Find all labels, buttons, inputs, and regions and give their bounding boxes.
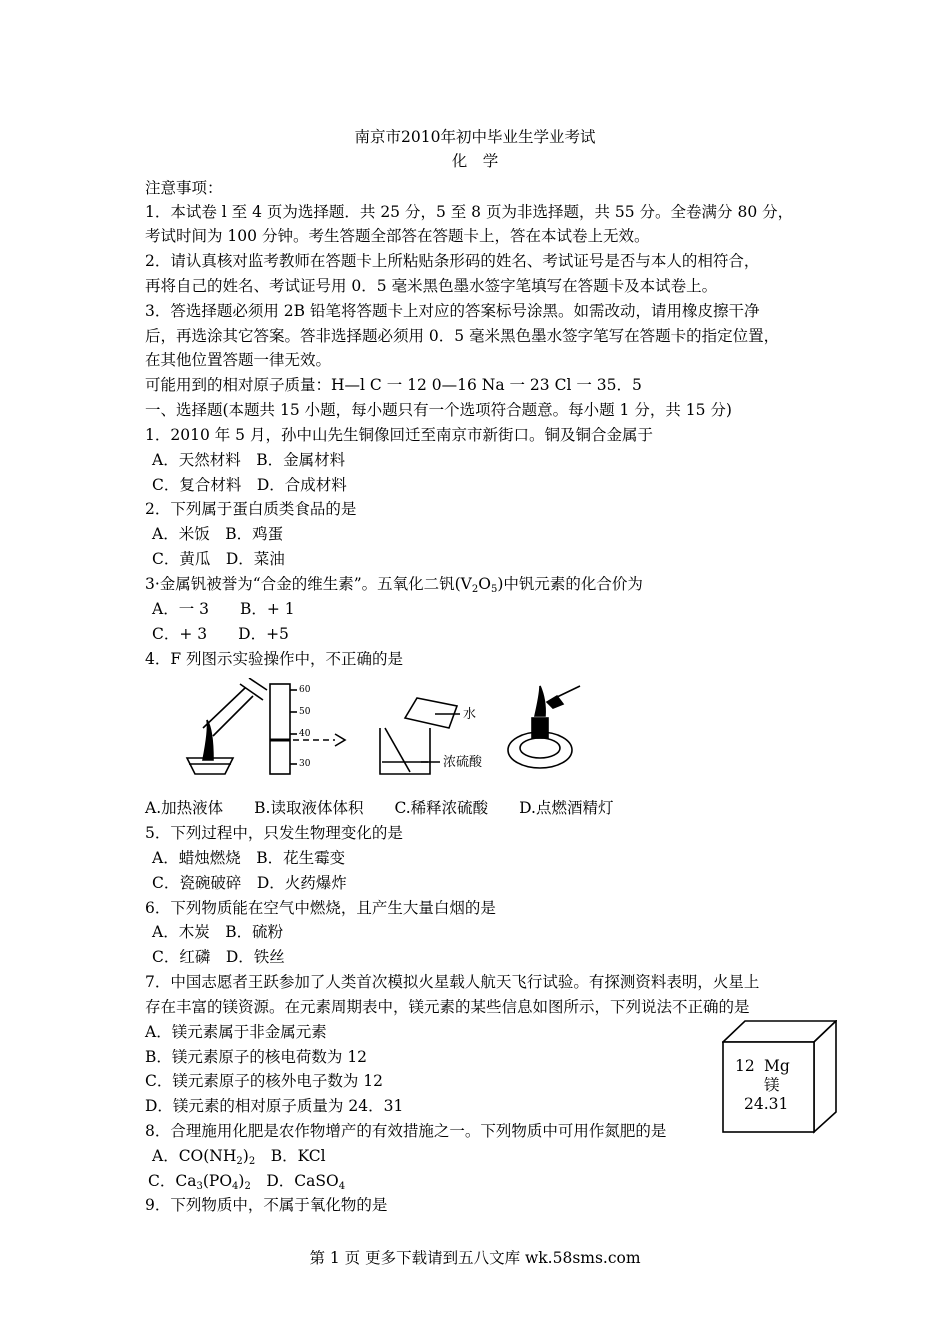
notice-line: 在其他位置答题一律无效。 bbox=[145, 351, 332, 369]
element-name: 镁 bbox=[764, 1076, 780, 1094]
q7-stem-line2: 存在丰富的镁资源。在元素周期表中，镁元素的某些信息如图所示，下列说法不正确的是 bbox=[145, 998, 750, 1016]
q6-options-ab: A．木炭 B．硫粉 bbox=[152, 923, 284, 941]
page-footer: 第 1 页 更多下载请到五八文库 wk.58sms.com bbox=[309, 1249, 641, 1267]
q2-options-cd: C．黄瓜 D．菜油 bbox=[152, 550, 285, 568]
q4-stem: 4．F 列图示实验操作中，不正确的是 bbox=[145, 650, 404, 668]
read-volume-figure bbox=[270, 684, 345, 774]
heating-liquid-figure bbox=[187, 678, 267, 774]
atomic-mass-line: 可能用到的相对原子质量：H—l C 一 12 0—16 Na 一 23 Cl 一 35．5 bbox=[145, 376, 642, 394]
exam-title: 南京市2010年初中毕业生学业考试 bbox=[354, 128, 596, 146]
q7-option-b: B．镁元素原子的核电荷数为 12 bbox=[145, 1048, 368, 1066]
q1-options-cd: C．复合材料 D．合成材料 bbox=[152, 476, 347, 494]
q9-stem: 9．下列物质中，不属于氧化物的是 bbox=[145, 1196, 388, 1214]
atomic-mass: 24.31 bbox=[744, 1095, 789, 1113]
atomic-number: 12 bbox=[735, 1057, 755, 1075]
q3-stem: 3·金属钒被誉为“合金的维生素”。五氧化二钒$(V_2O_5)$中钒元素的化合价为 bbox=[145, 575, 643, 595]
q6-stem: 6．下列物质能在空气中燃烧，且产生大量白烟的是 bbox=[145, 899, 496, 917]
element-tile-magnesium bbox=[722, 1020, 837, 1135]
q5-stem: 5．下列过程中，只发生物理变化的是 bbox=[145, 824, 403, 842]
tick-label: 30 bbox=[299, 759, 311, 769]
q8-options-cd: C．$Ca_3(PO_4)_2$ D．CaSO$_4$ bbox=[148, 1172, 346, 1192]
q1-options-ab: A．天然材料 B．金属材料 bbox=[152, 451, 346, 469]
dilute-acid-figure bbox=[380, 698, 483, 774]
q2-stem: 2．下列属于蛋白质类食品的是 bbox=[145, 500, 357, 518]
q7-option-c: C．镁元素原子的核外电子数为 12 bbox=[145, 1072, 384, 1090]
subject-title: 化 学 bbox=[451, 152, 499, 170]
q7-option-a: A．镁元素属于非金属元素 bbox=[145, 1023, 327, 1041]
q5-options-cd: C．瓷碗破碎 D．火药爆炸 bbox=[152, 874, 347, 892]
notice-heading: 注意事项： bbox=[145, 179, 223, 197]
notice-line: 1．本试卷 l 至 4 页为选择题．共 25 分，5 至 8 页为非选择题，共 55 分。全卷满分 80 分， bbox=[145, 203, 794, 221]
tick-label: 40 bbox=[299, 729, 311, 739]
q5-options-ab: A．蜡烛燃烧 B．花生霉变 bbox=[152, 849, 346, 867]
water-label: 水 bbox=[463, 707, 477, 722]
q4-lab-figures bbox=[185, 678, 605, 778]
notice-line: 考试时间为 100 分钟。考生答题全部答在答题卡上，答在本试卷上无效。 bbox=[145, 227, 650, 245]
q8-stem: 8．合理施用化肥是农作物增产的有效措施之一。下列物质中可用作氮肥的是 bbox=[145, 1122, 667, 1140]
q1-stem: 1．2010 年 5 月，孙中山先生铜像回迁至南京市新街口。铜及铜合金属于 bbox=[145, 426, 653, 444]
q7-option-d: D．镁元素的相对原子质量为 24．31 bbox=[145, 1097, 404, 1115]
notice-line: 再将自己的姓名、考试证号用 0．5 毫米黑色墨水签字笔填写在答题卡及本试卷上。 bbox=[145, 277, 718, 295]
acid-label: 浓硫酸 bbox=[443, 755, 483, 770]
section-heading: 一、选择题(本题共 15 小题，每小题只有一个选项符合题意。每小题 1 分，共 15 分) bbox=[145, 401, 732, 419]
notice-line: 2．请认真核对监考教师在答题卡上所粘贴条形码的姓名、考试证号是否与本人的相符合， bbox=[145, 252, 760, 270]
alcohol-lamp-figure bbox=[508, 686, 580, 768]
notice-line: 3．答选择题必须用 2B 铅笔将答题卡上对应的答案标号涂黑。如需改动，请用橡皮擦干净 bbox=[145, 302, 760, 320]
q2-options-ab: A．米饭 B．鸡蛋 bbox=[152, 525, 284, 543]
notice-line: 后，再选涂其它答案。答非选择题必须用 0．5 毫米黑色墨水签字笔写在答题卡的指定位置， bbox=[145, 327, 780, 345]
q7-stem-line1: 7．中国志愿者王跃参加了人类首次模拟火星载人航天飞行试验。有探测资料表明，火星上 bbox=[145, 973, 760, 991]
element-symbol: Mg bbox=[764, 1057, 790, 1075]
q3-options-cd: C．+ 3 D．+5 bbox=[152, 625, 289, 643]
tick-label: 50 bbox=[299, 707, 311, 717]
q8-options-ab: A．$CO(NH_2)_2$ B．KCl bbox=[152, 1147, 326, 1167]
q4-options: A.加热液体 B.读取液体体积 C.稀释浓硫酸 D.点燃酒精灯 bbox=[145, 799, 614, 817]
q6-options-cd: C．红磷 D．铁丝 bbox=[152, 948, 285, 966]
tick-label: 60 bbox=[299, 685, 311, 695]
q3-options-ab: A．一 3 B．+ 1 bbox=[152, 600, 295, 618]
